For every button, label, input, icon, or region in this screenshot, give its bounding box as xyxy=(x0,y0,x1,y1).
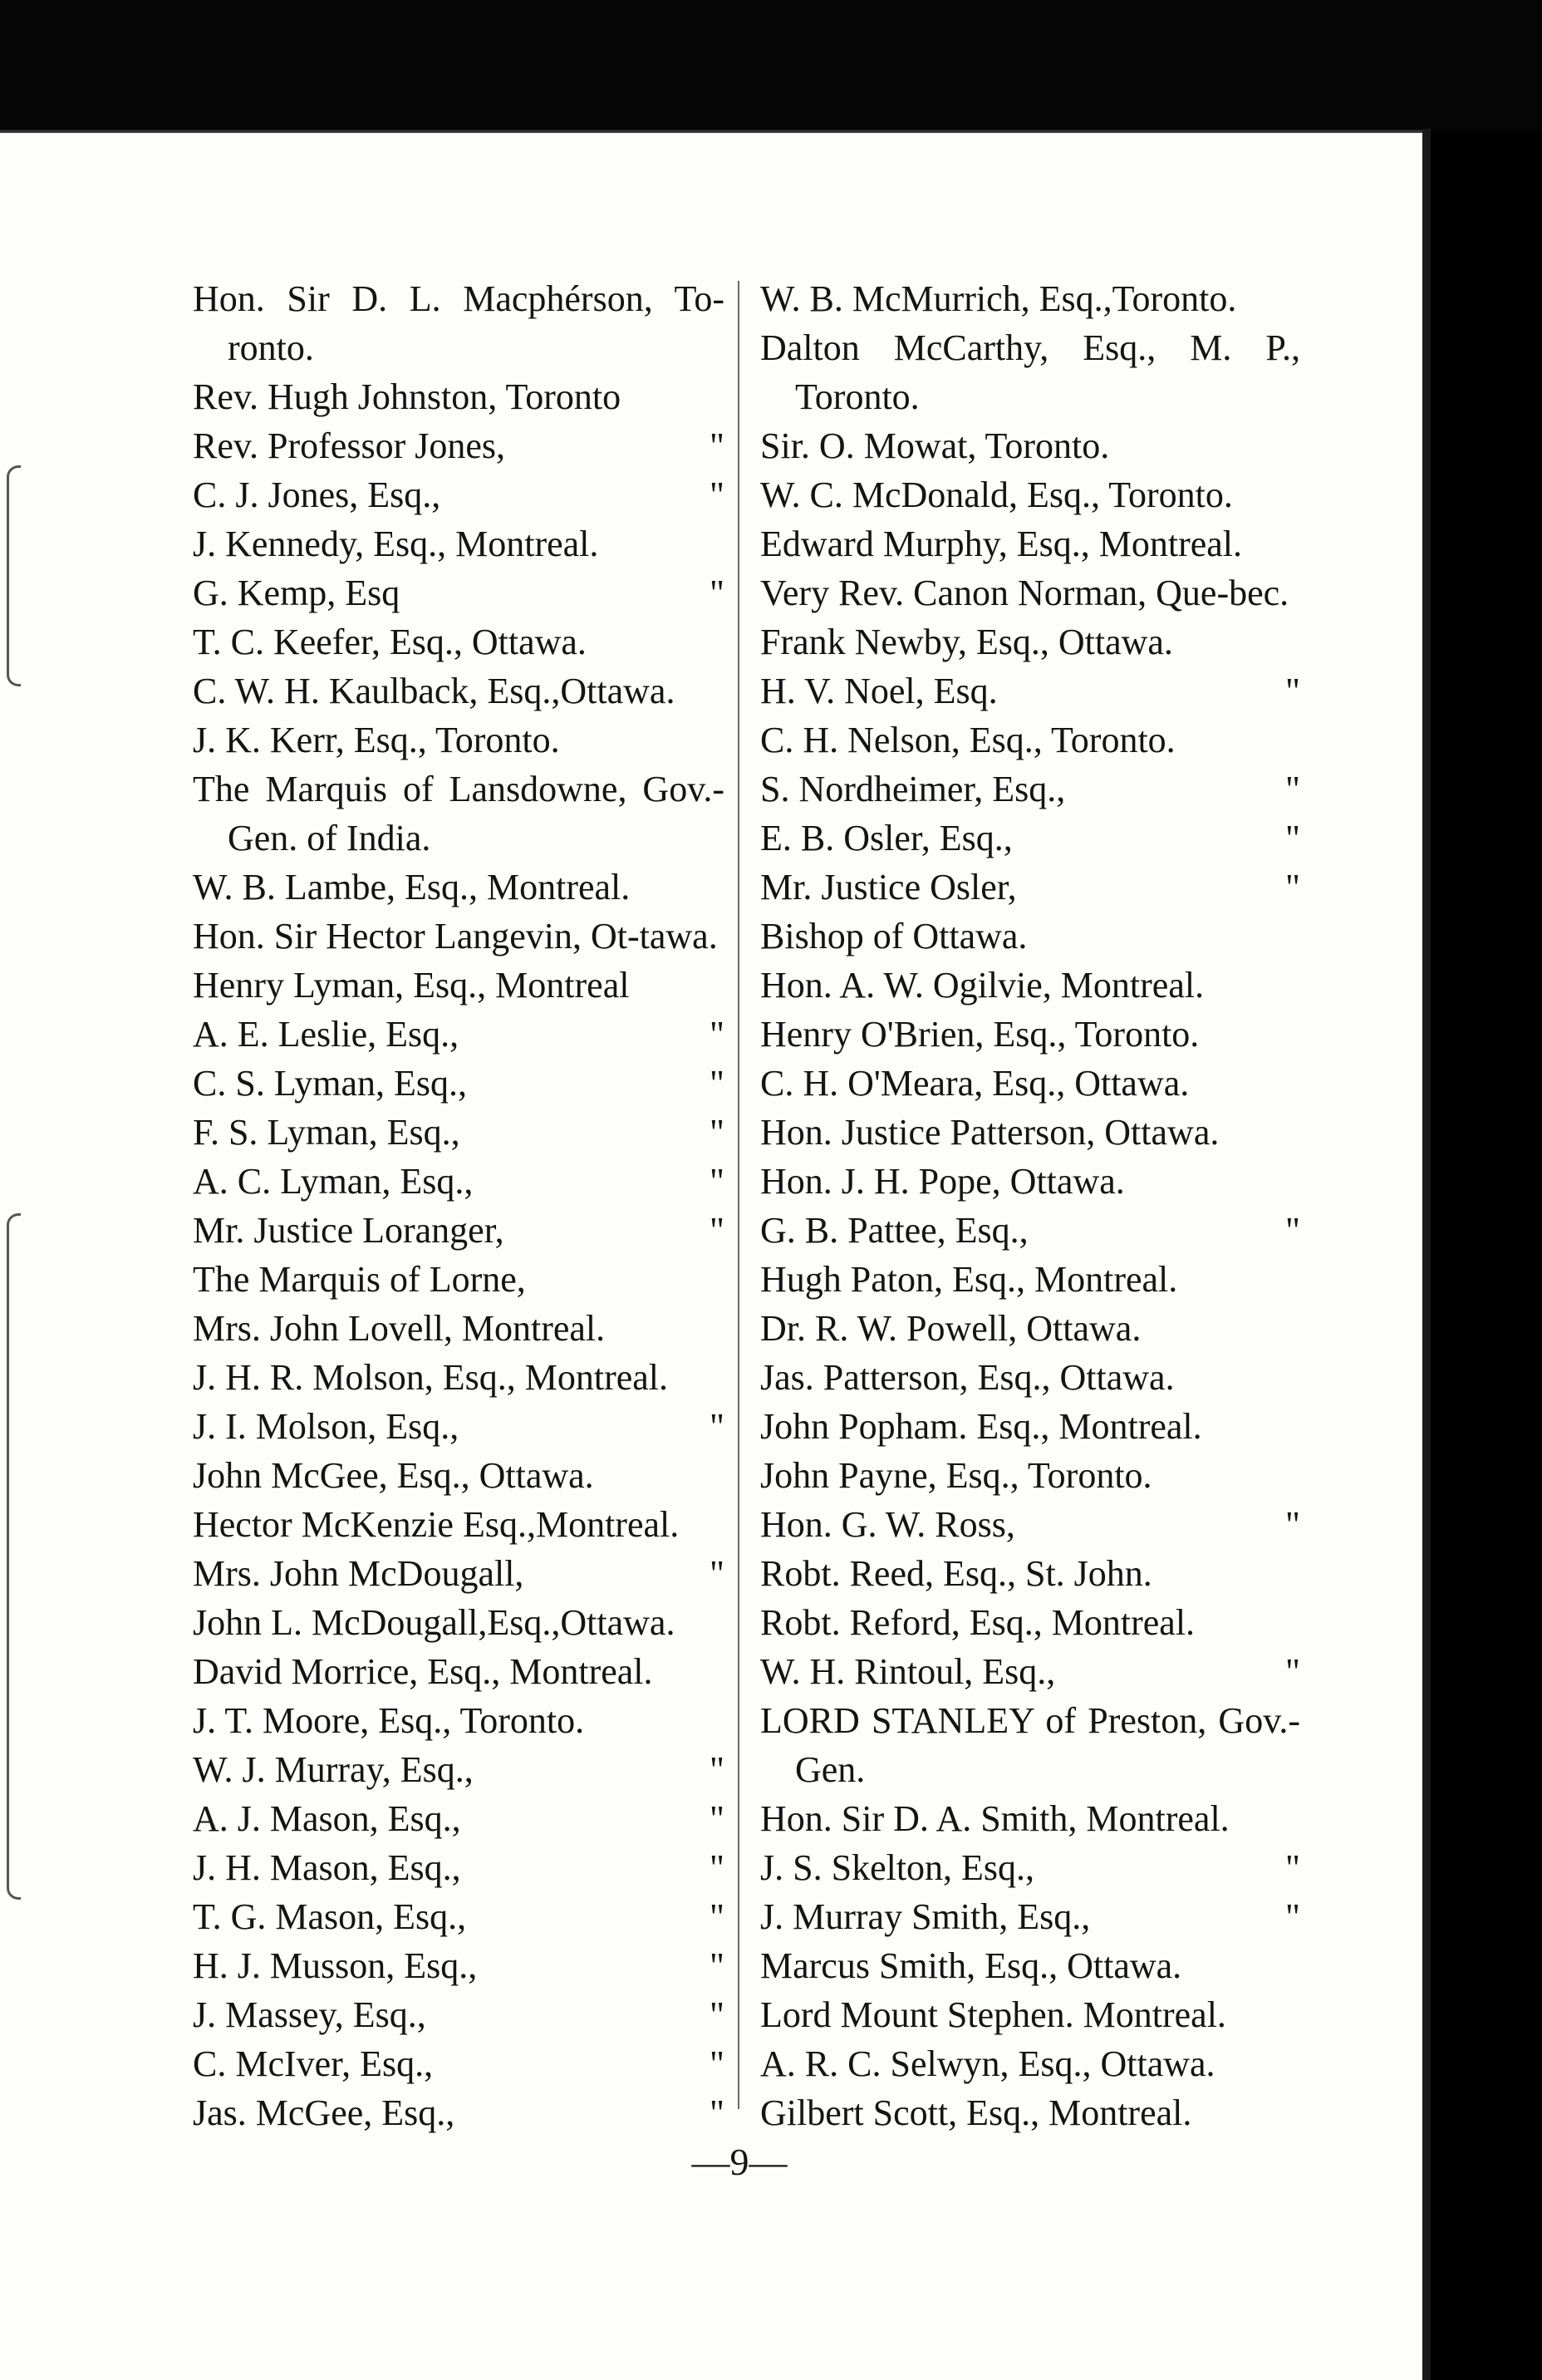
subscriber-name: Henry Lyman, Esq., Montreal xyxy=(193,965,630,1006)
subscriber-name: J. S. Skelton, Esq., xyxy=(760,1847,1035,1888)
subscriber-name: Rev. Hugh Johnston, Toronto xyxy=(193,376,621,417)
subscriber-name: J. Kennedy, Esq., Montreal. xyxy=(193,524,599,564)
subscriber-list-left xyxy=(193,274,724,2137)
list-item xyxy=(760,912,1300,961)
list-item xyxy=(760,715,1300,765)
list-item xyxy=(760,568,1300,617)
subscriber-name: Mr. Justice Osler, xyxy=(760,867,1017,907)
column-divider xyxy=(738,281,739,2109)
subscriber-name: Hon. J. H. Pope, Ottawa. xyxy=(760,1161,1125,1202)
subscriber-name: W. B. McMurrich, Esq.,Toronto. xyxy=(760,278,1237,319)
list-item xyxy=(193,568,724,617)
list-item xyxy=(760,666,1300,715)
ditto-mark: " xyxy=(710,573,724,613)
subscriber-name: E. B. Osler, Esq., xyxy=(760,818,1013,858)
subscriber-name: Dr. R. W. Powell, Ottawa. xyxy=(760,1308,1142,1349)
ditto-mark: " xyxy=(710,1406,724,1447)
list-item xyxy=(193,765,724,863)
list-item xyxy=(760,2088,1300,2137)
subscriber-name: Hon. Justice Patterson, Ottawa. xyxy=(760,1112,1220,1153)
subscriber-list-right xyxy=(760,274,1300,2137)
subscriber-name: LORD STANLEY of Preston, Gov.-Gen. xyxy=(760,1700,1300,1790)
list-item xyxy=(760,863,1300,912)
subscriber-name: C. J. Jones, Esq., xyxy=(193,475,441,515)
ditto-mark: " xyxy=(710,1063,724,1104)
list-item xyxy=(193,1206,724,1255)
subscriber-name: H. V. Noel, Esq. xyxy=(760,671,998,711)
subscriber-name: A. C. Lyman, Esq., xyxy=(193,1161,474,1202)
ditto-mark: " xyxy=(710,1210,724,1251)
list-item xyxy=(760,1647,1300,1696)
list-item xyxy=(193,519,724,568)
list-item xyxy=(193,1255,724,1304)
list-item xyxy=(760,1941,1300,1990)
subscriber-name: John L. McDougall,Esq.,Ottawa. xyxy=(193,1602,675,1643)
ditto-mark: " xyxy=(1285,671,1300,711)
subscriber-name: Mr. Justice Loranger, xyxy=(193,1210,504,1251)
subscriber-name: The Marquis of Lorne, xyxy=(193,1259,526,1300)
ditto-mark: " xyxy=(1285,1847,1300,1888)
ditto-mark: " xyxy=(710,1896,724,1937)
subscriber-name: Hector McKenzie Esq.,Montreal. xyxy=(193,1504,680,1545)
binding-mark xyxy=(7,465,21,686)
subscriber-name: Robt. Reford, Esq., Montreal. xyxy=(760,1602,1196,1643)
subscriber-name: W. B. Lambe, Esq., Montreal. xyxy=(193,867,631,907)
list-item xyxy=(760,961,1300,1010)
subscriber-name: Jas. Patterson, Esq., Ottawa. xyxy=(760,1357,1175,1398)
list-item xyxy=(193,1990,724,2039)
list-item xyxy=(760,421,1300,470)
list-item xyxy=(193,2088,724,2137)
subscriber-name: H. J. Musson, Esq., xyxy=(193,1945,478,1986)
list-item xyxy=(760,1108,1300,1157)
ditto-mark: " xyxy=(710,475,724,515)
subscriber-name: John Popham. Esq., Montreal. xyxy=(760,1406,1202,1447)
list-item xyxy=(760,519,1300,568)
ditto-mark: " xyxy=(1285,818,1300,858)
list-item xyxy=(760,1353,1300,1402)
list-item xyxy=(760,1206,1300,1255)
binding-mark xyxy=(7,1213,21,1900)
subscriber-name: J. K. Kerr, Esq., Toronto. xyxy=(193,720,560,760)
subscriber-name: Sir. O. Mowat, Toronto. xyxy=(760,425,1110,466)
ditto-mark: " xyxy=(710,1847,724,1888)
list-item xyxy=(193,2039,724,2088)
list-item xyxy=(193,1892,724,1941)
ditto-mark: " xyxy=(1285,1210,1300,1251)
list-item xyxy=(760,1157,1300,1206)
ditto-mark: " xyxy=(710,1161,724,1202)
subscriber-name: S. Nordheimer, Esq., xyxy=(760,769,1066,809)
list-item xyxy=(193,617,724,666)
ditto-mark: " xyxy=(710,1945,724,1986)
subscriber-name: Very Rev. Canon Norman, Que-bec. xyxy=(760,573,1289,613)
subscriber-name: J. H. R. Molson, Esq., Montreal. xyxy=(193,1357,668,1398)
ditto-mark: " xyxy=(710,1014,724,1055)
subscriber-name: Robt. Reed, Esq., St. John. xyxy=(760,1553,1152,1594)
subscriber-name: Hon. A. W. Ogilvie, Montreal. xyxy=(760,965,1205,1006)
subscriber-name: Hon. G. W. Ross, xyxy=(760,1504,1015,1545)
subscriber-name: C. McIver, Esq., xyxy=(193,2043,434,2084)
list-item xyxy=(760,765,1300,814)
list-item xyxy=(760,2039,1300,2088)
page-number: —9— xyxy=(691,2141,788,2183)
subscriber-name: C. H. Nelson, Esq., Toronto. xyxy=(760,720,1176,760)
subscriber-name: Frank Newby, Esq., Ottawa. xyxy=(760,622,1173,662)
ditto-mark: " xyxy=(710,1112,724,1153)
subscriber-name: Dalton McCarthy, Esq., M. P., Toronto. xyxy=(760,327,1300,417)
list-item xyxy=(760,1059,1300,1108)
list-item xyxy=(193,1451,724,1500)
subscriber-name: G. Kemp, Esq xyxy=(193,573,400,613)
list-item xyxy=(193,274,724,372)
subscriber-name: J. H. Mason, Esq., xyxy=(193,1847,461,1888)
subscriber-name: Edward Murphy, Esq., Montreal. xyxy=(760,524,1243,564)
list-item xyxy=(193,470,724,519)
list-item xyxy=(760,1843,1300,1892)
subscriber-name: Henry O'Brien, Esq., Toronto. xyxy=(760,1014,1200,1055)
list-item xyxy=(760,1598,1300,1647)
list-item xyxy=(760,1892,1300,1941)
subscriber-name: Bishop of Ottawa. xyxy=(760,916,1028,956)
list-item xyxy=(760,470,1300,519)
subscriber-name: John McGee, Esq., Ottawa. xyxy=(193,1455,594,1496)
list-item xyxy=(760,1402,1300,1451)
subscriber-name: David Morrice, Esq., Montreal. xyxy=(193,1651,653,1692)
list-item xyxy=(193,961,724,1010)
list-item xyxy=(193,1059,724,1108)
ditto-mark: " xyxy=(1285,1651,1300,1692)
subscriber-name: A. J. Mason, Esq., xyxy=(193,1798,461,1839)
subscriber-name: J. T. Moore, Esq., Toronto. xyxy=(193,1700,585,1741)
list-item xyxy=(760,1794,1300,1843)
list-item xyxy=(193,1745,724,1794)
list-item xyxy=(193,1598,724,1647)
list-item xyxy=(760,1990,1300,2039)
subscriber-name: C. W. H. Kaulback, Esq.,Ottawa. xyxy=(193,671,675,711)
subscriber-name: C. S. Lyman, Esq., xyxy=(193,1063,468,1104)
list-item xyxy=(193,1549,724,1598)
list-item xyxy=(760,814,1300,863)
list-item xyxy=(193,1304,724,1353)
subscriber-name: Hugh Paton, Esq., Montreal. xyxy=(760,1259,1178,1300)
ditto-mark: " xyxy=(1285,769,1300,809)
subscriber-name: Hon. Sir D. A. Smith, Montreal. xyxy=(760,1798,1230,1839)
subscriber-name: G. B. Pattee, Esq., xyxy=(760,1210,1029,1251)
ditto-mark: " xyxy=(710,425,724,466)
list-item xyxy=(193,1402,724,1451)
ditto-mark: " xyxy=(710,1994,724,2035)
list-item xyxy=(760,1500,1300,1549)
ditto-mark: " xyxy=(710,2092,724,2133)
list-item xyxy=(193,1696,724,1745)
subscriber-name: T. C. Keefer, Esq., Ottawa. xyxy=(193,622,587,662)
subscriber-name: C. H. O'Meara, Esq., Ottawa. xyxy=(760,1063,1190,1104)
list-item xyxy=(760,1696,1300,1794)
subscriber-name: Jas. McGee, Esq., xyxy=(193,2092,455,2133)
list-item xyxy=(193,1843,724,1892)
list-item xyxy=(193,372,724,421)
page-right-edge xyxy=(1422,129,1431,2380)
subscriber-name: A. R. C. Selwyn, Esq., Ottawa. xyxy=(760,2043,1215,2084)
list-item xyxy=(193,1157,724,1206)
list-item xyxy=(760,274,1300,323)
list-item xyxy=(193,1353,724,1402)
subscriber-name: F. S. Lyman, Esq., xyxy=(193,1112,460,1153)
ditto-mark: " xyxy=(710,1798,724,1839)
ditto-mark: " xyxy=(710,1749,724,1790)
subscriber-name: J. Murray Smith, Esq., xyxy=(760,1896,1091,1937)
list-item xyxy=(193,715,724,765)
list-item xyxy=(193,666,724,715)
list-item xyxy=(760,323,1300,421)
list-item xyxy=(193,912,724,961)
list-item xyxy=(193,863,724,912)
list-item xyxy=(193,1010,724,1059)
list-item xyxy=(193,1647,724,1696)
subscriber-name: A. E. Leslie, Esq., xyxy=(193,1014,459,1055)
ditto-mark: " xyxy=(1285,1504,1300,1545)
subscriber-name: J. I. Molson, Esq., xyxy=(193,1406,459,1447)
subscriber-name: W. J. Murray, Esq., xyxy=(193,1749,474,1790)
subscriber-name: W. C. McDonald, Esq., Toronto. xyxy=(760,475,1233,515)
subscriber-name: John Payne, Esq., Toronto. xyxy=(760,1455,1152,1496)
subscriber-name: Rev. Professor Jones, xyxy=(193,425,505,466)
scan-top-border xyxy=(0,0,1542,133)
list-item xyxy=(760,1451,1300,1500)
subscriber-name: Mrs. John McDougall, xyxy=(193,1553,524,1594)
subscriber-name: The Marquis of Lansdowne, Gov.-Gen. of India. xyxy=(193,769,724,858)
subscriber-name: J. Massey, Esq., xyxy=(193,1994,426,2035)
ditto-mark: " xyxy=(710,2043,724,2084)
list-item xyxy=(193,1500,724,1549)
subscriber-name: Gilbert Scott, Esq., Montreal. xyxy=(760,2092,1192,2133)
list-item xyxy=(760,1255,1300,1304)
list-item xyxy=(193,1794,724,1843)
list-item xyxy=(193,421,724,470)
list-item xyxy=(760,617,1300,666)
list-item xyxy=(760,1304,1300,1353)
subscriber-name: Hon. Sir Hector Langevin, Ot-tawa. xyxy=(193,916,718,956)
subscriber-name: W. H. Rintoul, Esq., xyxy=(760,1651,1056,1692)
list-item xyxy=(193,1108,724,1157)
subscriber-name: Lord Mount Stephen. Montreal. xyxy=(760,1994,1226,2035)
subscriber-name: Marcus Smith, Esq., Ottawa. xyxy=(760,1945,1182,1986)
ditto-mark: " xyxy=(1285,1896,1300,1937)
subscriber-name: Mrs. John Lovell, Montreal. xyxy=(193,1308,606,1349)
subscriber-name: T. G. Mason, Esq., xyxy=(193,1896,467,1937)
list-item xyxy=(193,1941,724,1990)
ditto-mark: " xyxy=(1285,867,1300,907)
subscriber-name: Hon. Sir D. L. Macphérson, To-ronto. xyxy=(193,278,724,368)
list-item xyxy=(760,1010,1300,1059)
list-item xyxy=(760,1549,1300,1598)
ditto-mark: " xyxy=(710,1553,724,1594)
